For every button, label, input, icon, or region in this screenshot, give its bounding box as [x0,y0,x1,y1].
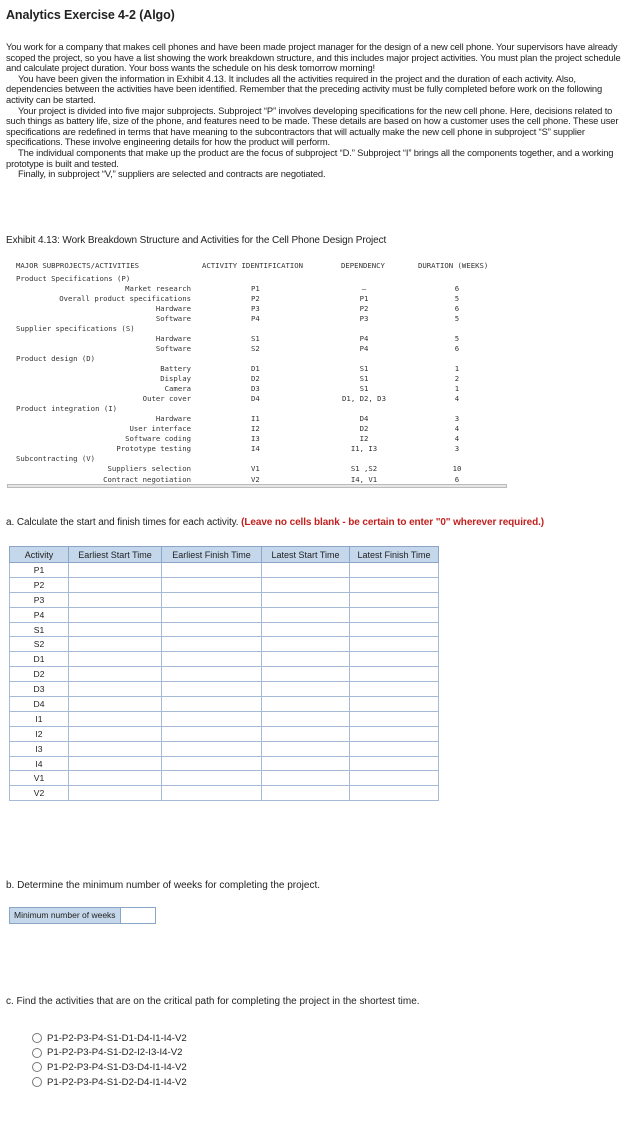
wbs-duration: 6 [454,283,460,293]
latest-finish-input[interactable] [350,771,439,786]
schedule-row [10,622,439,637]
intro-paragraph-3: Your project is divided into five major subprojects. Subproject “P” involves developing specifications for the new cell phone. Here, decisions related to such things as battery life, size of the phone, and features need to be made. These details are based on how a customer uses the cell phone. These user specifications are redefined in terms that have meaning to the subcontractors that will actually make the new cell phone in subproject “S” supplier specifications. These involve engineering details for how the product will perform. [6,104,619,148]
option-label: P1-P2-P3-P4-S1-D1-D4-I1-I4-V2 [47,1032,187,1044]
wbs-label: Display [160,374,191,383]
schedule-row [10,652,439,667]
wbs-duration: 6 [454,474,460,484]
latest-finish-input[interactable] [350,577,439,592]
wbs-duration: 6 [454,343,460,353]
wbs-activity-id: I4 [251,444,260,454]
latest-start-input[interactable] [262,741,350,756]
wbs-duration: 1 [454,384,460,394]
earliest-finish-input[interactable] [162,652,262,667]
wbs-dependency: P3 [359,313,369,323]
latest-start-input[interactable] [262,607,350,622]
latest-finish-input[interactable] [350,682,439,697]
wbs-activity-row [10,384,508,394]
earliest-finish-input[interactable] [162,607,262,622]
activity-cell: D3 [10,682,69,697]
earliest-finish-input[interactable] [162,756,262,771]
wbs-label: Hardware [155,333,191,343]
latest-finish-input[interactable] [350,711,439,726]
horizontal-scrollbar[interactable] [7,484,507,488]
latest-start-input[interactable] [262,592,350,607]
wbs-label: Battery [160,363,191,373]
wbs-dependency: I1, I3 [350,444,378,454]
radio-button-icon[interactable] [32,1048,42,1058]
schedule-row [10,637,439,652]
wbs-label: Contract negotiation [103,474,191,484]
wbs-duration: 5 [454,293,460,303]
earliest-start-input[interactable] [69,652,162,667]
wbs-duration: 5 [454,333,460,343]
schedule-row [10,607,439,622]
wbs-activity-id: P3 [251,303,260,313]
header-earliest-finish: Earliest Finish Time [162,547,262,563]
latest-finish-input[interactable] [350,607,439,622]
latest-finish-input[interactable] [350,756,439,771]
latest-start-input[interactable] [262,637,350,652]
header-latest-finish: Latest Finish Time [350,547,439,563]
earliest-start-input[interactable] [69,697,162,712]
earliest-finish-input[interactable] [162,637,262,652]
earliest-start-input[interactable] [69,726,162,741]
wbs-activity-id: I3 [251,434,260,444]
schedule-row [10,741,439,756]
wbs-activity-row [10,434,508,444]
wbs-dependency: I2 [359,434,369,444]
activity-cell: I1 [10,711,69,726]
activity-cell: I3 [10,741,69,756]
intro-paragraph-2: You have been given the information in Exhibit 4.13. It includes all the activities required in the project and the duration of each activity. Also, dependencies between the activities have been identified. Remember that the preceding activity must be fully completed before work on the following activity can be started. [6,72,603,105]
earliest-finish-input[interactable] [162,711,262,726]
intro-text [6,42,630,180]
wbs-activity-id: S2 [251,343,260,353]
earliest-start-input[interactable] [69,786,162,801]
latest-start-input[interactable] [262,682,350,697]
activity-cell: S2 [10,637,69,652]
earliest-finish-input[interactable] [162,682,262,697]
wbs-activity-row [10,314,508,324]
wbs-header-duration: DURATION (WEEKS) [418,261,489,270]
activity-cell: P3 [10,592,69,607]
wbs-activity-row [10,464,508,474]
earliest-finish-input[interactable] [162,622,262,637]
page-title: Analytics Exercise 4-2 (Algo) [6,8,175,22]
earliest-start-input[interactable] [69,711,162,726]
wbs-dependency: S1 [359,363,369,373]
wbs-header-id: ACTIVITY IDENTIFICATION [202,261,304,270]
earliest-start-input[interactable] [69,667,162,682]
header-latest-start: Latest Start Time [262,547,350,563]
wbs-label: Product design (D) [16,353,96,363]
latest-finish-input[interactable] [350,592,439,607]
activity-cell: P1 [10,563,69,578]
question-a-note: (Leave no cells blank - be certain to enter "0" wherever required.) [241,517,545,528]
schedule-row [10,771,439,786]
wbs-label: Supplier specifications (S) [16,323,135,333]
earliest-finish-input[interactable] [162,592,262,607]
earliest-start-input[interactable] [69,577,162,592]
critical-path-option[interactable] [32,1046,187,1061]
wbs-label: User interface [129,424,191,434]
activity-cell: D4 [10,697,69,712]
wbs-dependency: D1, D2, D3 [342,394,386,404]
wbs-group-row [10,324,508,334]
earliest-finish-input[interactable] [162,741,262,756]
wbs-label: Product integration (I) [16,404,118,414]
wbs-label: Overall product specifications [59,293,191,303]
wbs-duration: 1 [454,363,460,373]
earliest-start-input[interactable] [69,682,162,697]
schedule-row [10,577,439,592]
earliest-finish-input[interactable] [162,771,262,786]
wbs-label: Subcontracting (V) [16,454,96,464]
earliest-finish-input[interactable] [162,577,262,592]
exhibit-title: Exhibit 4.13: Work Breakdown Structure and Activities for the Cell Phone Design Project [6,235,387,246]
wbs-activity-id: P2 [251,293,260,303]
wbs-label: Hardware [155,303,191,313]
earliest-start-input[interactable] [69,622,162,637]
wbs-activity-id: S1 [251,333,260,343]
wbs-duration: 2 [454,374,460,383]
intro-paragraph-4: The individual components that make up the product are the focus of subproject “D.” Subproject “I” brings all the components together, and a working prototype is built and tested. [6,146,614,169]
latest-start-input[interactable] [262,577,350,592]
schedule-row [10,756,439,771]
latest-start-input[interactable] [262,652,350,667]
intro-paragraph-5: Finally, in subproject “V,” suppliers are selected and contracts are negotiated. [18,168,326,180]
schedule-row [10,711,439,726]
latest-finish-input[interactable] [350,697,439,712]
wbs-activity-row [10,374,508,384]
min-weeks-field [9,907,156,924]
latest-start-input[interactable] [262,711,350,726]
wbs-dependency: P4 [359,333,369,343]
earliest-start-input[interactable] [69,771,162,786]
header-activity: Activity [10,547,69,563]
activity-cell: I4 [10,756,69,771]
wbs-duration: 10 [452,464,462,474]
earliest-start-input[interactable] [69,607,162,622]
radio-button-icon[interactable] [32,1033,42,1043]
question-a [6,517,544,528]
radio-button-icon[interactable] [32,1077,42,1087]
earliest-start-input[interactable] [69,741,162,756]
wbs-dependency: I4, V1 [350,474,378,484]
earliest-finish-input[interactable] [162,667,262,682]
wbs-dependency: S1 [359,384,369,394]
activity-cell: S1 [10,622,69,637]
wbs-dependency: P1 [359,293,369,303]
schedule-table [9,546,439,801]
latest-finish-input[interactable] [350,786,439,801]
latest-finish-input[interactable] [350,563,439,578]
wbs-header-dependency: DEPENDENCY [341,261,385,270]
wbs-label: Hardware [155,414,191,424]
wbs-activity-id: V1 [251,464,260,474]
wbs-dependency: — [361,283,367,293]
earliest-finish-input[interactable] [162,726,262,741]
latest-finish-input[interactable] [350,637,439,652]
wbs-activity-row [10,475,508,485]
wbs-header-major: MAJOR SUBPROJECTS/ACTIVITIES [16,261,140,270]
latest-start-input[interactable] [262,697,350,712]
wbs-label: Prototype testing [116,444,191,454]
latest-start-input[interactable] [262,771,350,786]
wbs-activity-id: I2 [251,424,260,434]
wbs-activity-id: D3 [251,384,260,394]
latest-finish-input[interactable] [350,667,439,682]
activity-cell: D1 [10,652,69,667]
wbs-dependency: D4 [359,414,369,424]
schedule-header-row [10,547,439,563]
activity-cell: I2 [10,726,69,741]
earliest-start-input[interactable] [69,756,162,771]
min-weeks-label: Minimum number of weeks [10,908,121,923]
wbs-activity-id: D4 [251,394,260,404]
wbs-dependency: P4 [359,343,369,353]
latest-finish-input[interactable] [350,622,439,637]
wbs-activity-id: P4 [251,313,260,323]
critical-path-options [32,1031,187,1089]
wbs-duration: 3 [454,444,460,454]
wbs-activity-id: V2 [251,474,260,484]
earliest-start-input[interactable] [69,592,162,607]
latest-start-input[interactable] [262,756,350,771]
schedule-row [10,786,439,801]
wbs-activity-row [10,394,508,404]
critical-path-option[interactable] [32,1060,187,1075]
wbs-duration: 6 [454,303,460,313]
earliest-start-input[interactable] [69,563,162,578]
wbs-activity-id: D1 [251,363,260,373]
activity-cell: P2 [10,577,69,592]
wbs-activity-row [10,284,508,294]
option-label: P1-P2-P3-P4-S1-D3-D4-I1-I4-V2 [47,1061,187,1073]
activity-cell: P4 [10,607,69,622]
option-label: P1-P2-P3-P4-S1-D2-D4-I1-I4-V2 [47,1076,187,1088]
intro-paragraph-1: You work for a company that makes cell phones and have been made project manager for the design of a new cell phone. Your supervisors have already scoped the project, so you have a list showing the work breakdown structure, and this includes major project activities. You must plan the project schedule and calculate project duration. Your boss wants the schedule on his desk tomorrow morning! [6,41,621,74]
wbs-activity-row [10,294,508,304]
earliest-finish-input[interactable] [162,786,262,801]
wbs-label: Software [155,343,191,353]
wbs-label: Software [155,313,191,323]
radio-button-icon[interactable] [32,1062,42,1072]
wbs-activity-row [10,364,508,374]
latest-start-input[interactable] [262,667,350,682]
schedule-row [10,726,439,741]
latest-start-input[interactable] [262,726,350,741]
wbs-activity-id: P1 [251,283,260,293]
wbs-label: Software coding [125,434,191,444]
wbs-duration: 4 [454,394,460,404]
wbs-activity-row [10,414,508,424]
question-a-text: a. Calculate the start and finish times for each activity. [6,517,239,528]
wbs-activity-row [10,304,508,314]
earliest-finish-input[interactable] [162,563,262,578]
latest-finish-input[interactable] [350,726,439,741]
question-b: b. Determine the minimum number of weeks for completing the project. [6,880,321,891]
option-label: P1-P2-P3-P4-S1-D2-I2-I3-I4-V2 [47,1047,183,1059]
activity-cell: D2 [10,667,69,682]
wbs-group-row [10,274,508,284]
exhibit-wbs-image [10,258,508,486]
schedule-row [10,667,439,682]
latest-start-input[interactable] [262,563,350,578]
wbs-duration: 5 [454,313,460,323]
wbs-activity-id: I1 [251,414,260,424]
latest-finish-input[interactable] [350,741,439,756]
wbs-dependency: D2 [359,424,369,434]
wbs-group-row [10,454,508,464]
latest-start-input[interactable] [262,786,350,801]
wbs-activity-row [10,424,508,434]
wbs-dependency: S1 [359,374,369,383]
latest-finish-input[interactable] [350,652,439,667]
latest-start-input[interactable] [262,622,350,637]
wbs-label: Market research [125,283,191,293]
question-c: c. Find the activities that are on the critical path for completing the project in the shortest time. [6,996,420,1007]
wbs-duration: 3 [454,414,460,424]
wbs-activity-row [10,334,508,344]
wbs-activity-row [10,444,508,454]
schedule-row [10,563,439,578]
wbs-duration: 4 [454,424,460,434]
earliest-finish-input[interactable] [162,697,262,712]
wbs-label: Suppliers selection [107,464,191,474]
schedule-row [10,697,439,712]
wbs-activity-id: D2 [251,374,260,383]
wbs-dependency: P2 [359,303,369,313]
schedule-row [10,682,439,697]
wbs-dependency: S1 ,S2 [350,464,378,474]
wbs-label: Outer cover [142,394,191,404]
wbs-activity-row [10,344,508,354]
min-weeks-input[interactable] [121,908,155,923]
wbs-label: Camera [164,384,191,394]
critical-path-option[interactable] [32,1075,187,1090]
wbs-group-row [10,404,508,414]
critical-path-option[interactable] [32,1031,187,1046]
wbs-label: Product Specifications (P) [16,273,131,283]
wbs-group-row [10,354,508,364]
header-earliest-start: Earliest Start Time [69,547,162,563]
activity-cell: V2 [10,786,69,801]
wbs-duration: 4 [454,434,460,444]
earliest-start-input[interactable] [69,637,162,652]
activity-cell: V1 [10,771,69,786]
schedule-row [10,592,439,607]
